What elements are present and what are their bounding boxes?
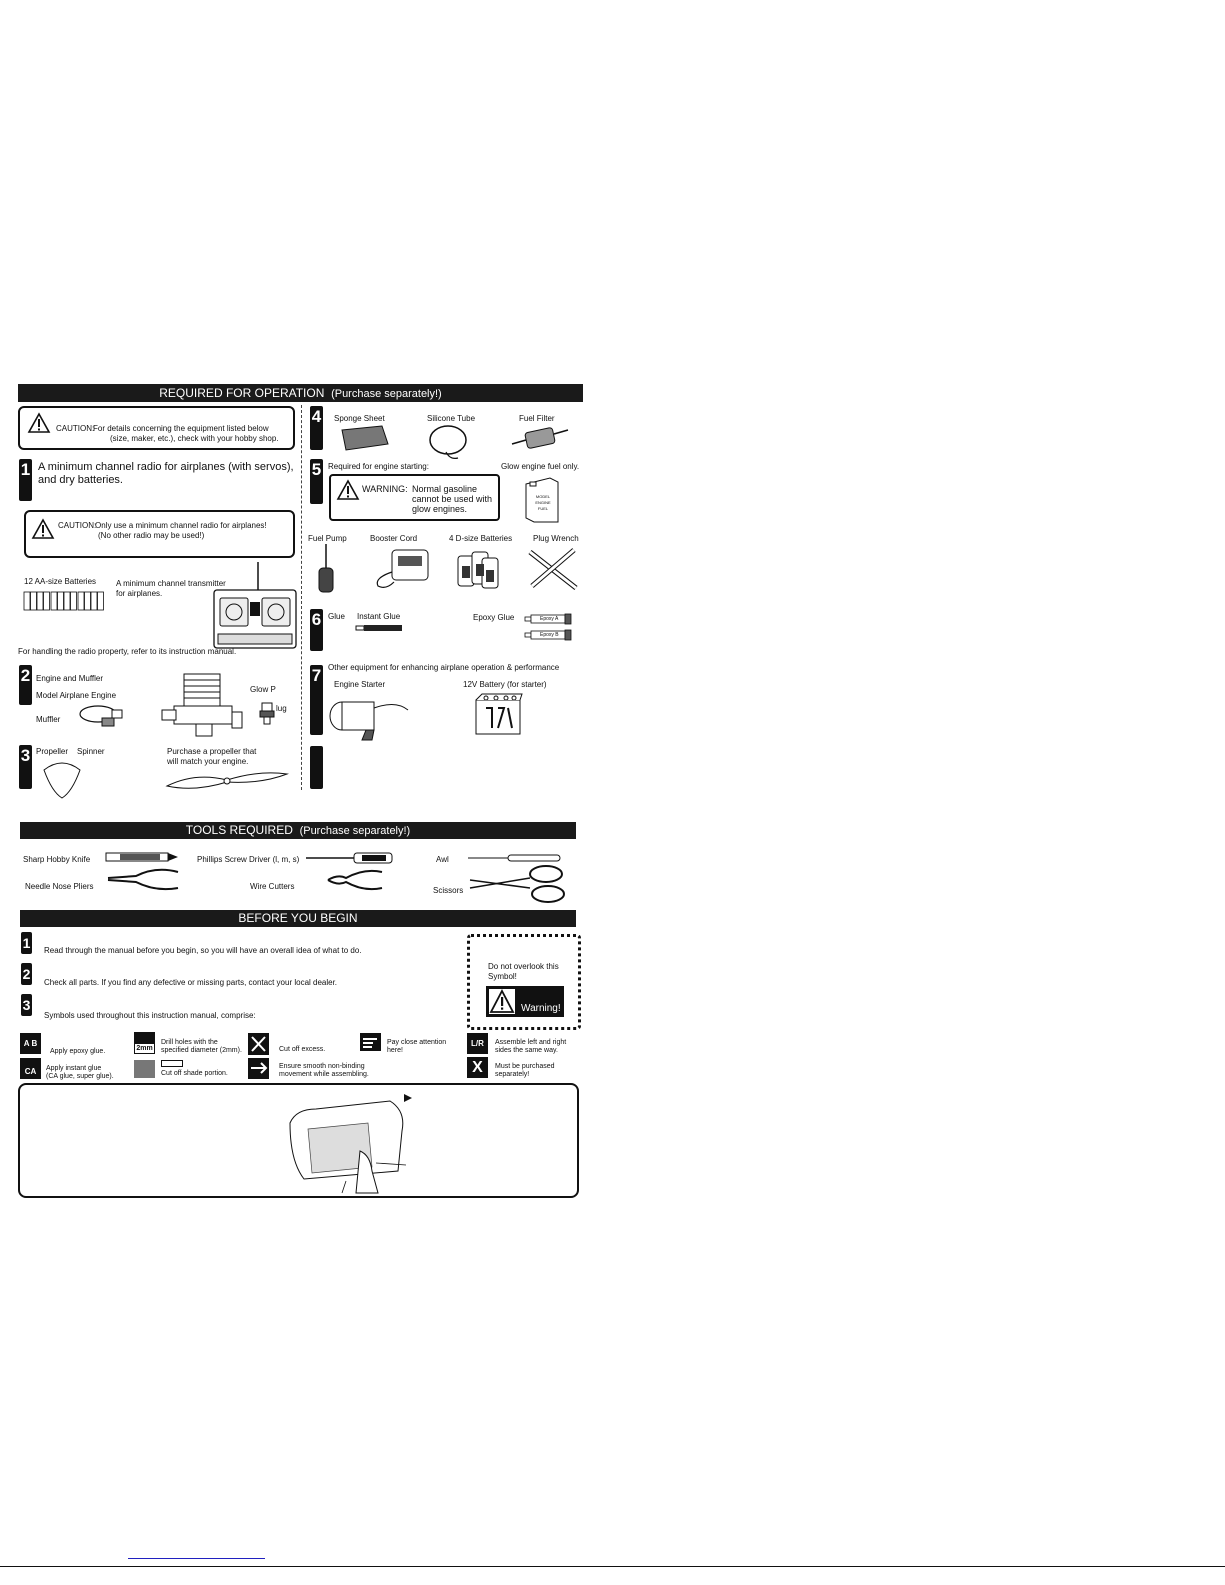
caution-radio-line1: Only use a minimum channel radio for airplanes! bbox=[95, 521, 267, 530]
overlook-line2: Symbol! bbox=[488, 972, 517, 981]
booster-cord-illustration bbox=[370, 546, 432, 590]
purchase-symbol-text-1: Must be purchased bbox=[495, 1063, 555, 1070]
fuel-pump-illustration bbox=[316, 544, 336, 594]
sponge-illustration bbox=[338, 424, 390, 454]
purchase-propeller-2: will match your engine. bbox=[167, 757, 249, 766]
plug-wrench-label: Plug Wrench bbox=[533, 534, 579, 543]
sponge-label: Sponge Sheet bbox=[334, 414, 385, 423]
scissors-label: Scissors bbox=[433, 886, 464, 895]
cut-shade-symbol-icon bbox=[134, 1060, 155, 1078]
silicone-tube-illustration bbox=[426, 422, 470, 462]
begin-step-1-text: Read through the manual before you begin, so you will have an overall idea of what to do. bbox=[44, 946, 362, 955]
step-6-badge: 6 bbox=[310, 609, 323, 651]
footer-link-underline[interactable] bbox=[128, 1558, 265, 1559]
required-starting-label: Required for engine starting: bbox=[328, 462, 429, 471]
attention-symbol-text-1: Pay close attention bbox=[387, 1039, 447, 1046]
screwdriver-illustration bbox=[306, 852, 394, 864]
step-2-badge: 2 bbox=[19, 665, 32, 705]
overlook-box bbox=[467, 934, 581, 1030]
tools-header bbox=[20, 822, 576, 839]
drill-symbol-text-2: specified diameter (2mm). bbox=[161, 1047, 242, 1054]
d-size-batteries-label: 4 D-size Batteries bbox=[449, 534, 513, 543]
caution-radio-line2: (No other radio may be used!) bbox=[98, 531, 205, 540]
purchase-separately-x-icon: X bbox=[467, 1057, 488, 1078]
glow-fuel-label: Glow engine fuel only. bbox=[501, 462, 580, 471]
step-1-badge: 1 bbox=[19, 459, 32, 501]
instant-glue-illustration bbox=[356, 624, 404, 632]
attention-symbol-text-2: here! bbox=[387, 1047, 403, 1054]
drill-size-label: 2mm bbox=[134, 1043, 155, 1054]
battery-12v-illustration bbox=[474, 692, 524, 736]
purchase-symbol-text-2: separately! bbox=[495, 1071, 530, 1078]
caution-box-top bbox=[18, 406, 295, 450]
cut-shade-bar bbox=[161, 1060, 183, 1067]
transmitter-label-1: A minimum channel transmitter bbox=[116, 579, 226, 588]
instant-glue-label: Instant Glue bbox=[357, 612, 401, 621]
required-note: (Purchase separately!) bbox=[331, 388, 442, 400]
begin-step-3-text: Symbols used throughout this instruction manual, comprise: bbox=[44, 1011, 256, 1020]
caution-top-label: CAUTION: bbox=[56, 424, 95, 433]
booster-cord-label: Booster Cord bbox=[370, 534, 418, 543]
epoxy-a-label: Epoxy A bbox=[540, 616, 559, 622]
epoxy-symbol-text: Apply epoxy glue. bbox=[50, 1048, 106, 1055]
warning-triangle-icon bbox=[28, 413, 50, 438]
begin-step-2-text: Check all parts. If you find any defective or missing parts, contact your local dealer. bbox=[44, 978, 338, 987]
screwdriver-label: Phillips Screw Driver (l, m, s) bbox=[197, 855, 300, 864]
required-title: REQUIRED FOR OPERATION bbox=[159, 386, 325, 400]
step-1-line1: A minimum channel radio for airplanes (with servos), bbox=[38, 461, 294, 473]
propeller-label: Propeller bbox=[36, 747, 69, 756]
hobby-knife-label: Sharp Hobby Knife bbox=[23, 855, 91, 864]
warning-gasoline-line2: cannot be used with bbox=[412, 494, 493, 504]
column-divider bbox=[301, 405, 302, 790]
engine-starter-illustration bbox=[326, 690, 412, 740]
warning-triangle-icon bbox=[489, 989, 515, 1014]
instant-glue-symbol-icon: CA bbox=[20, 1058, 41, 1079]
wing-covering-illustration bbox=[286, 1101, 410, 1193]
begin-step-3-badge: 3 bbox=[21, 994, 32, 1016]
caution-top-line2: (size, maker, etc.), check with your hobby shop. bbox=[110, 434, 279, 443]
spinner-illustration bbox=[42, 760, 82, 800]
overlook-line1: Do not overlook this bbox=[488, 962, 559, 971]
step-4-badge: 4 bbox=[310, 406, 323, 450]
caution-radio-label: CAUTION: bbox=[58, 521, 97, 530]
required-header bbox=[18, 384, 583, 402]
warning-gasoline-line1: Normal gasoline bbox=[412, 484, 478, 494]
glue-label: Glue bbox=[328, 612, 345, 621]
transmitter-label-2: for airplanes. bbox=[116, 589, 163, 598]
model-engine-label: Model Airplane Engine bbox=[36, 691, 117, 700]
radio-handling-note: For handling the radio property, refer to its instruction manual. bbox=[18, 647, 237, 656]
fuel-pump-label: Fuel Pump bbox=[308, 534, 347, 543]
tools-note: (Purchase separately!) bbox=[299, 825, 411, 837]
aa-batteries-illustration bbox=[24, 590, 104, 612]
epoxy-b-label: Epoxy B bbox=[540, 632, 559, 638]
epoxy-symbol-icon: A B bbox=[20, 1033, 41, 1054]
step-5-badge: 5 bbox=[310, 459, 323, 504]
purchase-propeller-1: Purchase a propeller that bbox=[167, 747, 257, 756]
covering-illustration-box bbox=[18, 1083, 579, 1198]
wire-cutters-label: Wire Cutters bbox=[250, 882, 295, 891]
aa-batteries-label: 12 AA-size Batteries bbox=[24, 577, 97, 586]
begin-step-1-badge: 1 bbox=[21, 932, 32, 954]
warning-symbol-label: Warning! bbox=[521, 1003, 561, 1014]
step-7-badge: 7 bbox=[310, 665, 323, 735]
warning-gasoline-label: WARNING: bbox=[362, 484, 408, 494]
glow-plug-label-1: Glow P bbox=[250, 685, 276, 694]
d-size-batteries-illustration bbox=[456, 548, 500, 590]
fuel-filter-illustration bbox=[512, 424, 568, 452]
begin-step-2-badge: 2 bbox=[21, 963, 32, 985]
muffler-label: Muffler bbox=[36, 715, 61, 724]
lr-symbol-text-1: Assemble left and right bbox=[495, 1039, 567, 1046]
step-1-line2: and dry batteries. bbox=[38, 474, 123, 486]
cut-excess-symbol-icon bbox=[248, 1033, 269, 1055]
smooth-symbol-text-2: movement while assembling. bbox=[279, 1071, 369, 1078]
transmitter-illustration bbox=[212, 562, 298, 652]
smooth-symbol-text-1: Ensure smooth non-binding bbox=[279, 1063, 365, 1070]
muffler-illustration bbox=[76, 702, 126, 728]
warning-symbol bbox=[486, 986, 564, 1017]
caution-box-radio bbox=[24, 510, 295, 558]
engine-muffler-label: Engine and Muffler bbox=[36, 674, 104, 683]
page-bottom-rule bbox=[0, 1566, 1225, 1567]
begin-header: BEFORE YOU BEGIN bbox=[20, 910, 576, 927]
caution-top-line1: For details concerning the equipment listed below bbox=[93, 424, 269, 433]
wire-cutters-illustration bbox=[326, 864, 384, 894]
scissors-illustration bbox=[470, 862, 566, 906]
awl-illustration bbox=[468, 854, 562, 862]
fuel-can-label: MODEL ENGINE FUEL bbox=[535, 494, 551, 511]
battery-12v-label: 12V Battery (for starter) bbox=[463, 680, 547, 689]
hobby-knife-illustration bbox=[106, 850, 178, 864]
filter-label: Fuel Filter bbox=[519, 414, 555, 423]
smooth-movement-symbol-icon bbox=[248, 1058, 269, 1079]
warning-gasoline-line3: glow engines. bbox=[412, 504, 468, 514]
other-equipment-label: Other equipment for enhancing airplane operation & performance bbox=[328, 663, 560, 672]
step-3-badge: 3 bbox=[19, 745, 32, 789]
glow-plug-illustration bbox=[259, 703, 275, 725]
warning-gasoline-box bbox=[329, 474, 500, 521]
spinner-label: Spinner bbox=[77, 747, 105, 756]
warning-triangle-icon bbox=[32, 519, 54, 544]
drill-symbol-text-1: Drill holes with the bbox=[161, 1039, 218, 1046]
engine-starter-label: Engine Starter bbox=[334, 680, 386, 689]
tools-title: TOOLS REQUIRED bbox=[185, 823, 293, 837]
glow-plug-label-2: lug bbox=[276, 704, 287, 713]
needle-nose-pliers-illustration bbox=[108, 864, 180, 894]
propeller-illustration bbox=[165, 768, 289, 794]
plug-wrench-illustration bbox=[524, 546, 580, 592]
excess-symbol-text: Cut off excess. bbox=[279, 1046, 326, 1053]
shade-symbol-text: Cut off shade portion. bbox=[161, 1070, 228, 1077]
awl-label: Awl bbox=[436, 855, 449, 864]
instant-symbol-text-2: (CA glue, super glue). bbox=[46, 1073, 114, 1080]
step-8-badge bbox=[310, 746, 323, 789]
pointing-hand-icon bbox=[360, 1033, 381, 1051]
silicone-label: Silicone Tube bbox=[427, 414, 476, 423]
left-right-symbol-icon: L/R bbox=[467, 1033, 488, 1054]
engine-illustration bbox=[156, 668, 246, 740]
lr-symbol-text-2: sides the same way. bbox=[495, 1047, 558, 1054]
needle-nose-pliers-label: Needle Nose Pliers bbox=[25, 882, 94, 891]
instant-symbol-text-1: Apply instant glue bbox=[46, 1065, 102, 1072]
epoxy-glue-label: Epoxy Glue bbox=[473, 613, 515, 622]
drill-symbol-icon bbox=[134, 1032, 155, 1054]
warning-triangle-icon bbox=[337, 480, 359, 505]
